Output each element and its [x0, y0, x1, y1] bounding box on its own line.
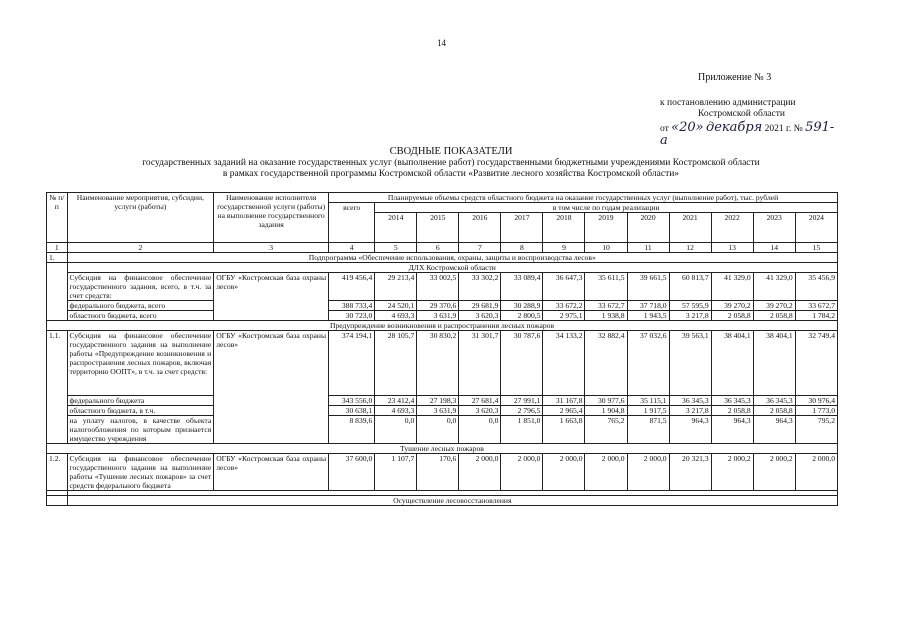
value-year: 31 167,8	[543, 396, 585, 406]
column-number: 5	[375, 243, 417, 253]
value-year: 3 631,9	[417, 311, 459, 321]
subsection-row	[47, 321, 838, 331]
table-row	[47, 406, 838, 416]
value-year: 32 749,4	[795, 331, 837, 396]
value-year: 3 631,9	[417, 406, 459, 416]
value-year: 3 620,3	[459, 311, 501, 321]
subsection-row	[47, 444, 838, 454]
value-year: 39 563,1	[669, 331, 711, 396]
column-number: 2	[67, 243, 214, 253]
column-number: 9	[543, 243, 585, 253]
header-year-2017: 2017	[501, 213, 543, 243]
value-year: 1 938,8	[585, 311, 627, 321]
value-year: 3 620,3	[459, 406, 501, 416]
column-number: 6	[417, 243, 459, 253]
section-row	[47, 253, 838, 263]
subsection-title: ДЛХ Костромской области	[67, 263, 837, 273]
value-year: 30 288,9	[501, 301, 543, 311]
value-year: 33 672,7	[585, 301, 627, 311]
value-year: 30 830,2	[417, 331, 459, 396]
value-year: 0,0	[459, 416, 501, 444]
value-year: 38 404,1	[753, 331, 795, 396]
header-row-1	[47, 193, 838, 203]
value-total: 37 600,0	[329, 454, 375, 491]
value-year: 871,5	[627, 416, 669, 444]
header-year-2015: 2015	[417, 213, 459, 243]
value-year: 2 975,1	[543, 311, 585, 321]
value-year: 1 784,2	[795, 311, 837, 321]
value-year: 2 796,5	[501, 406, 543, 416]
value-year: 2 000,2	[753, 454, 795, 491]
document-subtitle-2: в рамках государственной программы Костромской области «Развитие лесного хозяйства Костромской области»	[222, 169, 680, 179]
value-total: 30 723,0	[329, 311, 375, 321]
column-number: 4	[329, 243, 375, 253]
value-year: 41 329,0	[711, 273, 753, 301]
value-year: 36 345,3	[669, 396, 711, 406]
row-name: федерального бюджета, всего	[67, 301, 214, 311]
value-year: 1 904,8	[585, 406, 627, 416]
decree-reference	[660, 98, 840, 148]
header-total: всего	[329, 203, 375, 243]
value-year: 35 115,1	[627, 396, 669, 406]
value-year: 3 217,8	[669, 311, 711, 321]
decree-date-line	[660, 122, 840, 148]
value-total: 388 733,4	[329, 301, 375, 311]
value-year: 39 270,2	[711, 301, 753, 311]
value-year: 4 693,3	[375, 406, 417, 416]
row-name: федерального бюджета	[67, 396, 214, 406]
row-executor: ОГБУ «Костромская база охраны лесов»	[214, 331, 329, 444]
table-row	[47, 454, 838, 491]
value-year: 2 000,0	[501, 454, 543, 491]
value-year: 765,2	[585, 416, 627, 444]
header-year-2014: 2014	[375, 213, 417, 243]
value-year: 36 647,3	[543, 273, 585, 301]
section-num: 1.	[47, 253, 68, 263]
decree-year: 2021 г. №	[764, 124, 803, 134]
value-year: 1 943,5	[627, 311, 669, 321]
value-year: 57 595,9	[669, 301, 711, 311]
value-year: 32 882,4	[585, 331, 627, 396]
value-year: 2 000,2	[711, 454, 753, 491]
value-year: 2 058,8	[753, 406, 795, 416]
value-year: 2 000,0	[585, 454, 627, 491]
header-year-2018: 2018	[543, 213, 585, 243]
header-by-years: в том числе по годам реализации	[375, 203, 838, 213]
header-name: Наименование мероприятия, субсидии, услуги (работы)	[67, 193, 214, 243]
value-year: 41 329,0	[753, 273, 795, 301]
column-number: 7	[459, 243, 501, 253]
decree-prefix: от	[660, 124, 669, 134]
value-total: 419 456,4	[329, 273, 375, 301]
row-name: Субсидия на финансовое обеспечение государственного задания на выполнение работы «Тушение лесных пожаров» за счет средств федерального бюджета	[67, 454, 214, 491]
value-year: 2 058,8	[711, 406, 753, 416]
value-year: 170,6	[417, 454, 459, 491]
value-year: 23 412,4	[375, 396, 417, 406]
subsection-title: Осуществление лесовосстановления	[67, 496, 837, 506]
value-year: 28 105,7	[375, 331, 417, 396]
header-planned: Планируемые объемы средств областного бюджета на оказание государственных услуг (выполнение работ), тыс. рублей	[329, 193, 838, 203]
subsection-title: Предупреждение возникновения и распространения лесных пожаров	[47, 321, 838, 331]
table-row	[47, 311, 838, 321]
indicators-table	[46, 192, 838, 506]
value-year: 37 718,0	[627, 301, 669, 311]
value-year: 33 672,7	[795, 301, 837, 311]
value-year: 30 976,4	[795, 396, 837, 406]
header-year-2019: 2019	[585, 213, 627, 243]
value-year: 29 370,6	[417, 301, 459, 311]
value-year: 2 058,8	[711, 311, 753, 321]
row-executor: ОГБУ «Костромская база охраны лесов»	[214, 273, 329, 321]
table-row	[47, 273, 838, 301]
header-year-2020: 2020	[627, 213, 669, 243]
value-total: 343 556,0	[329, 396, 375, 406]
value-year: 37 032,6	[627, 331, 669, 396]
column-number: 14	[753, 243, 795, 253]
value-year: 0,0	[375, 416, 417, 444]
value-year: 27 198,3	[417, 396, 459, 406]
value-year: 20 321,3	[669, 454, 711, 491]
table-row	[47, 301, 838, 311]
value-total: 374 194,1	[329, 331, 375, 396]
row-name: областного бюджета, всего	[67, 311, 214, 321]
document-subtitle-1: государственных заданий на оказание государственных услуг (выполнение работ) государственными бюджетными учреждениями Костромской области	[142, 158, 760, 168]
header-year-2021: 2021	[669, 213, 711, 243]
value-year: 2 000,0	[459, 454, 501, 491]
column-number: 8	[501, 243, 543, 253]
column-number: 3	[214, 243, 329, 253]
document-title: СВОДНЫЕ ПОКАЗАТЕЛИ	[389, 146, 513, 157]
row-name: Субсидия на финансовое обеспечение государственного задания на выполнение работы «Предупреждение возникновения и распространения лесных пожаров, включая территорию ООПТ», в т.ч. за счет средств:	[67, 331, 214, 396]
section-title: Подпрограмма «Обеспечение использования, охраны, защиты и воспроизводства лесов»	[67, 253, 837, 263]
value-year: 33 672,2	[543, 301, 585, 311]
decree-number: 591-а	[660, 120, 835, 148]
column-number: 11	[627, 243, 669, 253]
subsection-row	[47, 263, 838, 273]
header-year-2023: 2023	[753, 213, 795, 243]
column-number: 1	[47, 243, 68, 253]
column-number: 10	[585, 243, 627, 253]
value-year: 2 000,0	[627, 454, 669, 491]
decree-line-2: Костромской области	[698, 109, 785, 119]
column-number: 12	[669, 243, 711, 253]
decree-month: декабря	[705, 120, 763, 135]
subsection-row	[47, 496, 838, 506]
blank-cell	[47, 496, 68, 506]
row-name: Субсидия на финансовое обеспечение государственного задания, всего, в т.ч. за счет средств:	[67, 273, 214, 301]
value-year: 2 965,4	[543, 406, 585, 416]
value-year: 29 213,4	[375, 273, 417, 301]
value-year: 964,3	[711, 416, 753, 444]
column-number: 13	[711, 243, 753, 253]
column-number: 15	[795, 243, 837, 253]
value-year: 2 000,0	[543, 454, 585, 491]
value-year: 2 058,8	[753, 311, 795, 321]
header-year-2016: 2016	[459, 213, 501, 243]
value-year: 964,3	[669, 416, 711, 444]
value-year: 31 301,7	[459, 331, 501, 396]
row-num: 1.2.	[47, 454, 68, 491]
value-year: 33 302,2	[459, 273, 501, 301]
value-year: 30 787,6	[501, 331, 543, 396]
appendix-label: Приложение № 3	[698, 72, 772, 83]
value-year: 39 661,5	[627, 273, 669, 301]
header-year-2024: 2024	[795, 213, 837, 243]
value-year: 964,3	[753, 416, 795, 444]
row-name: на уплату налогов, в качестве объекта налогообложения по которым признается имущество учреждения	[67, 416, 214, 444]
value-year: 2 800,5	[501, 311, 543, 321]
value-year: 35 456,9	[795, 273, 837, 301]
row-executor: ОГБУ «Костромская база охраны лесов»	[214, 454, 329, 491]
value-total: 8 839,6	[329, 416, 375, 444]
value-year: 33 002,5	[417, 273, 459, 301]
value-year: 1 663,8	[543, 416, 585, 444]
value-year: 27 991,1	[501, 396, 543, 406]
value-year: 60 813,7	[669, 273, 711, 301]
value-year: 38 404,1	[711, 331, 753, 396]
header-year-2022: 2022	[711, 213, 753, 243]
decree-line-1: к постановлению администрации	[660, 98, 796, 108]
value-year: 1 917,5	[627, 406, 669, 416]
value-year: 33 089,4	[501, 273, 543, 301]
row-num: 1.1.	[47, 331, 68, 444]
value-year: 39 270,2	[753, 301, 795, 311]
value-year: 0,0	[417, 416, 459, 444]
value-year: 35 611,5	[585, 273, 627, 301]
value-year: 24 520,1	[375, 301, 417, 311]
value-year: 34 133,2	[543, 331, 585, 396]
row-name: областного бюджета, в т.ч.	[67, 406, 214, 416]
value-year: 2 000,0	[795, 454, 837, 491]
value-year: 1 773,0	[795, 406, 837, 416]
table-row	[47, 416, 838, 444]
header-num: № п/п	[47, 193, 68, 243]
decree-day: «20»	[671, 120, 704, 135]
value-year: 1 851,0	[501, 416, 543, 444]
value-total: 30 638,1	[329, 406, 375, 416]
value-year: 1 107,7	[375, 454, 417, 491]
value-year: 36 345,3	[711, 396, 753, 406]
header-colnum-row	[47, 243, 838, 253]
page-number: 14	[437, 38, 446, 48]
value-year: 3 217,8	[669, 406, 711, 416]
value-year: 29 681,9	[459, 301, 501, 311]
header-executor: Наименование исполнителя государственной услуги (работы) на выполнение государственного задания	[214, 193, 329, 243]
value-year: 36 345,3	[753, 396, 795, 406]
table-row	[47, 331, 838, 396]
value-year: 4 693,3	[375, 311, 417, 321]
value-year: 795,2	[795, 416, 837, 444]
table-row	[47, 396, 838, 406]
value-year: 30 977,6	[585, 396, 627, 406]
subsection-title: Тушение лесных пожаров	[47, 444, 838, 454]
value-year: 27 681,4	[459, 396, 501, 406]
blank-cell	[47, 263, 68, 321]
